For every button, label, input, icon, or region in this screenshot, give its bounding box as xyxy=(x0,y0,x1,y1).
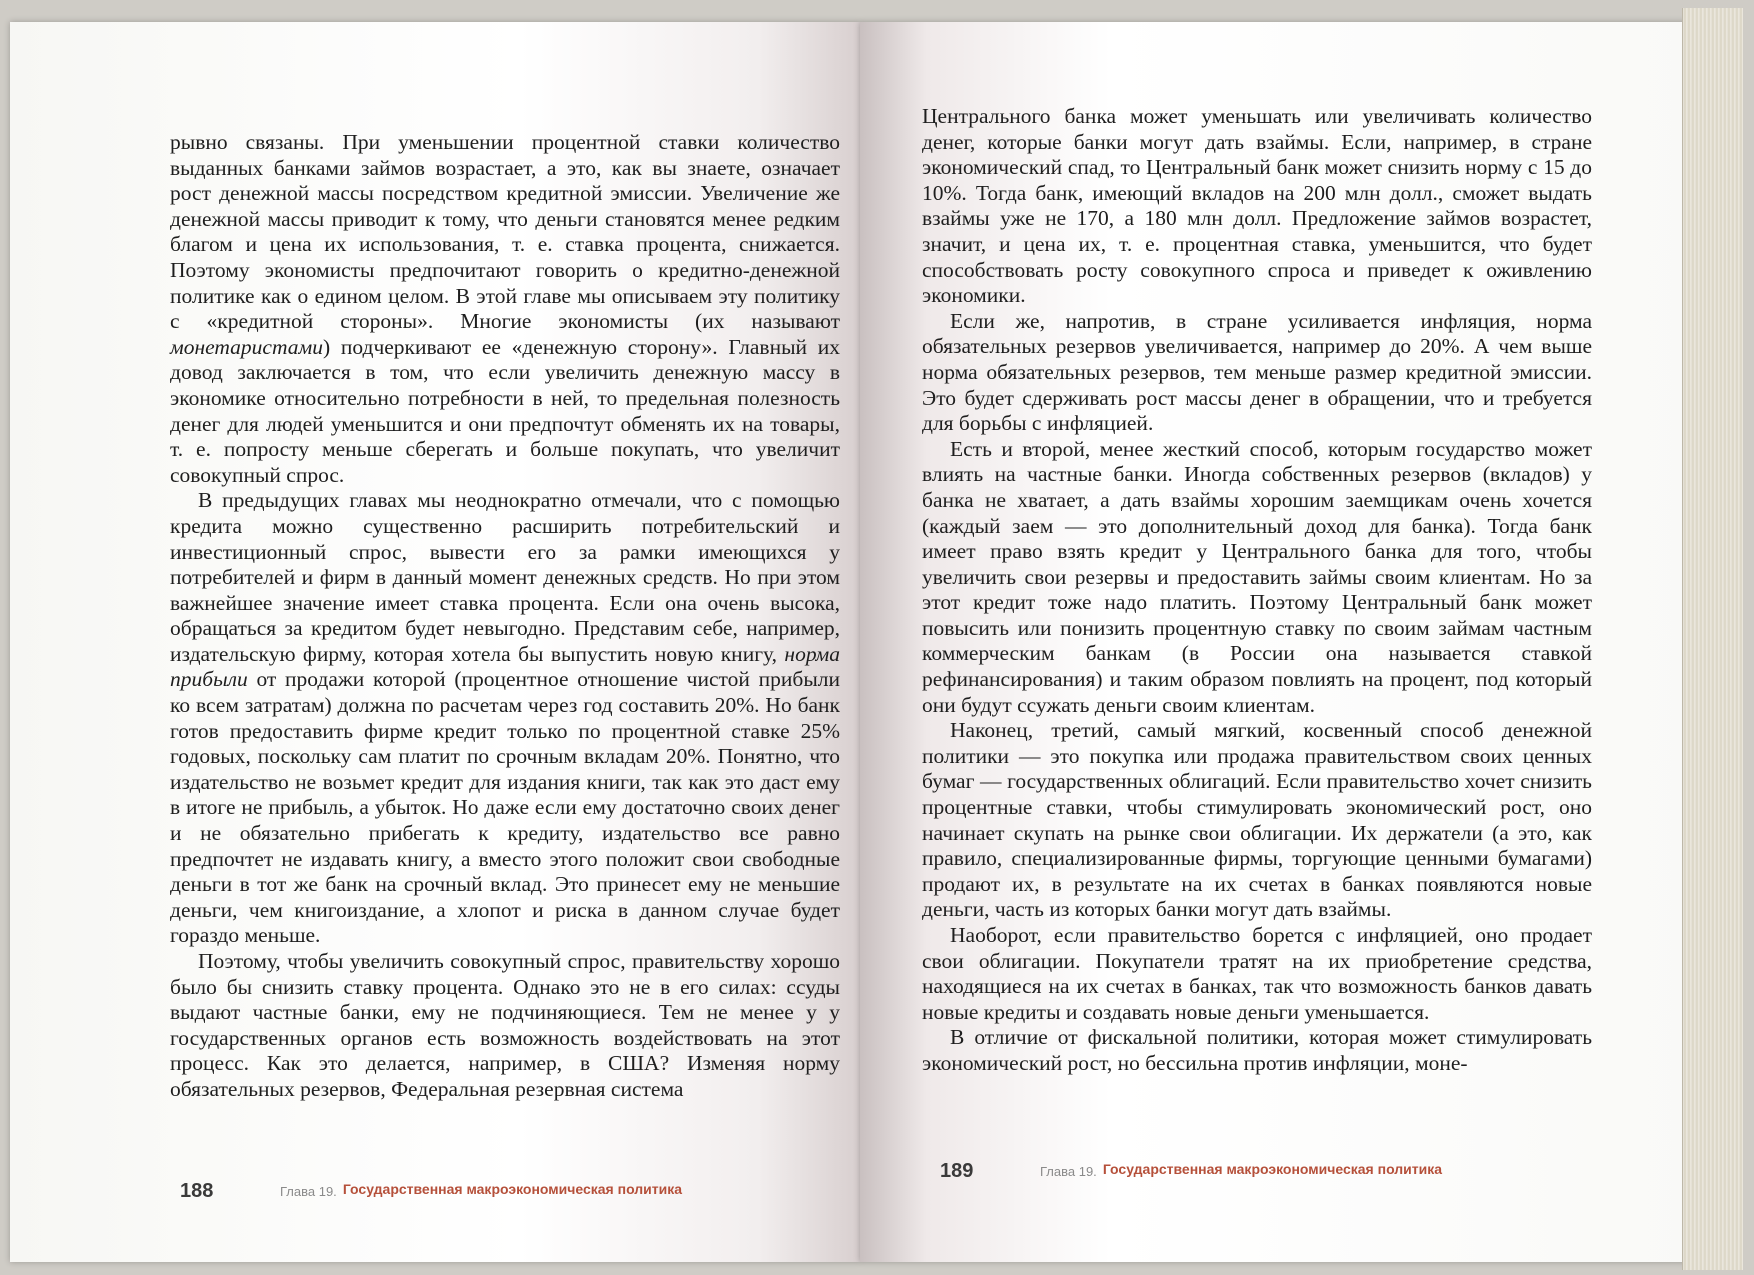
book-page-edge xyxy=(1682,8,1743,1270)
chapter-label: Глава 19. xyxy=(280,1184,337,1199)
paragraph: Если же, напротив, в стране усиливается инфляция, норма обязательных резервов увеличивается, например до 20%. А чем выше норма обязательных резервов, тем меньше размер кредитной эмиссии. Это будет сдерживать рост массы денег в обращении, что и требуется для борьбы с инфляцией. xyxy=(922,308,1592,436)
italic-term: монетаристами xyxy=(170,334,323,359)
left-page-footer xyxy=(180,1180,743,1203)
paragraph: Центрального банка может уменьшать или увеличивать количество денег, которые банки могут дать взаймы. Если, например, в стране экономический спад, то Центральный банк может снизить норму с 15 до 10%. Тогда банк, имеющий вкладов на 200 млн долл., сможет выдать взаймы уже не 170, а 180 млн долл. Предложение займов возрастет, значит, и цена их, т. е. процентная ставка, уменьшится, что будет способствовать росту совокупного спроса и приведет к оживлению экономики. xyxy=(922,104,1592,308)
chapter-label: Глава 19. xyxy=(1040,1164,1097,1179)
page-number: 189 xyxy=(940,1160,974,1182)
paragraph: Есть и второй, менее жесткий способ, которым государство может влиять на частные банки. Иногда собственных резервов (вкладов) у банка не хватает, а дать взаймы хорошим заемщикам очень хочется (каждый заем — это дополнительный доход для банка). Тогда банк имеет право взять кредит у Центрального банка для того, чтобы увеличить свои резервы и предоставить займы своим клиентам. Но за этот кредит тоже надо платить. Поэтому Центральный банк может повысить или понизить процентную ставку по своим займам частным коммерческим банкам (в России она называется ставкой рефинансирования) и таким образом повлиять на процент, под который они будут ссужать деньги своим клиентам. xyxy=(922,436,1592,717)
paragraph: Поэтому, чтобы увеличить совокупный спрос, правительству хорошо было бы снизить ставку процента. Однако это не в его силах: ссуды выдают частные банки, ему не подчиняющиеся. Тем не менее у у государственных органов есть возможность воздействовать на этот процесс. Как это делается, например, в США? Изменяя норму обязательных резервов, Федеральная резервная система xyxy=(170,949,840,1101)
paragraph: В предыдущих главах мы неоднократно отмечали, что с помощью кредита можно существенно расширить потребительский и инвестиционный спрос, вывести его за рамки имеющихся у потребителей и фирм в данный момент денежных средств. Но при этом важнейшее значение имеет ставка процента. Если она очень высока, обращаться за кредитом будет невыгодно. Представим себе, например, издательскую фирму, которая хотела бы выпустить новую книгу, норма прибыли от продажи которой (процентное отношение чистой прибыли ко всем затратам) должна по расчетам через год составить 20%. Но банк готов предоставить фирме кредит только по процентной ставке 25% годовых, поскольку сам платит по срочным вкладам 20%. Понятно, что издательство не возьмет кредит для издания книги, так как это даст ему в итоге не прибыль, а убыток. Но даже если ему достаточно своих денег и не обязательно прибегать к кредиту, издательство все равно предпочтет не издавать книгу, а вместо этого положит свои свободные деньги в тот же банк на срочный вклад. Это принесет ему не меньшие деньги, чем книгоиздание, а хлопот и риска в данном случае будет гораздо меньше. xyxy=(170,488,840,948)
paragraph: рывно связаны. При уменьшении процентной ставки количество выданных банками займов возрастает, а это, как вы знаете, означает рост денежной массы посредством кредитной эмиссии. Увеличение же денежной массы приводит к тому, что деньги становятся менее редким благом и цена их использования, т. е. ставка процента, снижается. Поэтому экономисты предпочитают говорить о кредитно-денежной политике как о едином целом. В этой главе мы описываем эту политику с «кредитной стороны». Многие экономисты (их называют монетаристами) подчеркивают ее «денежную сторону». Главный их довод заключается в том, что если увеличить денежную массу в экономике относительно потребности в ней, то предельная полезность денег для людей уменьшится и они предпочтут обменять их на товары, т. е. попросту меньше сберегать и больше покупать, что увеличит совокупный спрос. xyxy=(170,130,840,487)
chapter-title: Государственная макроэкономическая политика xyxy=(342,1181,683,1197)
right-page-text xyxy=(922,104,1592,1077)
left-page xyxy=(10,22,860,1262)
italic-term: норма прибыли xyxy=(170,641,840,692)
right-page xyxy=(860,22,1696,1262)
page-number: 188 xyxy=(180,1180,214,1202)
left-page-text xyxy=(170,130,840,1103)
paragraph: Наоборот, если правительство борется с инфляцией, оно продает свои облигации. Покупатели тратят на их приобретение средства, находящиеся на их счетах в банках, так что возможность банков давать новые кредиты и создавать новые деньги уменьшается. xyxy=(922,923,1592,1024)
paragraph: В отличие от фискальной политики, которая может стимулировать экономический рост, но бессильна против инфляции, моне- xyxy=(922,1025,1592,1075)
chapter-title: Государственная макроэкономическая политика xyxy=(1102,1161,1443,1177)
paragraph: Наконец, третий, самый мягкий, косвенный способ денежной политики — это покупка или продажа правительством своих ценных бумаг — государственных облигаций. Если правительство хочет снизить процентные ставки, чтобы стимулировать экономический рост, оно начинает скупать на рынке свои облигации. Их держатели (а это, как правило, специализированные фирмы, торгующие ценными бумагами) продают их, в результате на их счетах в банках появляются новые деньги, часть из которых банки могут дать взаймы. xyxy=(922,718,1592,922)
right-page-footer xyxy=(940,1160,1503,1183)
